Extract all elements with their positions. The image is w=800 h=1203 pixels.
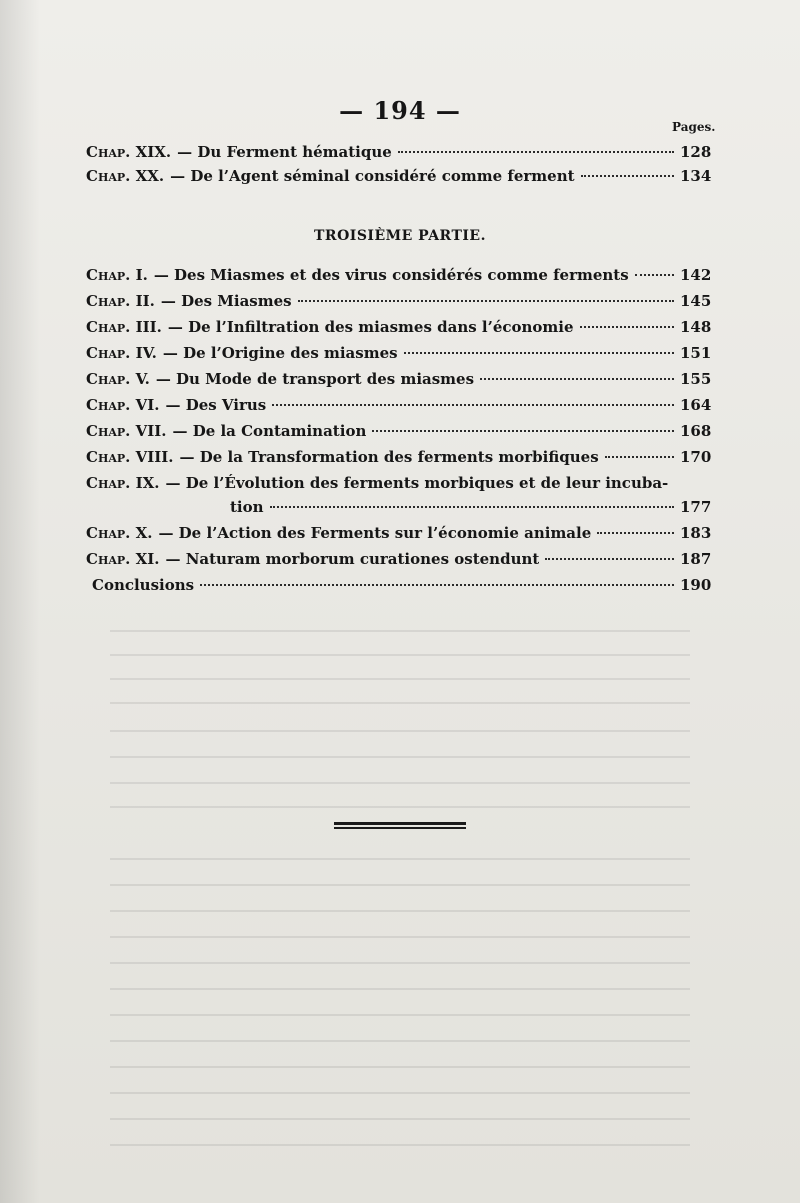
toc-entry bbox=[86, 266, 710, 290]
toc-entry bbox=[86, 344, 710, 368]
dot-leader bbox=[272, 404, 674, 406]
toc-entry bbox=[86, 422, 710, 446]
chapter-title: — Des Miasmes bbox=[160, 292, 292, 310]
page-ref: 151 bbox=[680, 344, 712, 362]
page-ref: 170 bbox=[680, 448, 712, 466]
toc-entry bbox=[86, 550, 710, 574]
dot-leader bbox=[480, 378, 674, 380]
chapter-title: tion bbox=[230, 498, 264, 516]
chapter-title: — De l’Origine des miasmes bbox=[162, 344, 398, 362]
page-number: — 194 — bbox=[339, 96, 461, 125]
toc-entry bbox=[86, 370, 710, 394]
chapter-title: — Des Miasmes et des virus considérés comme ferments bbox=[153, 266, 629, 284]
dot-leader bbox=[398, 151, 674, 153]
pages-column-label: Pages. bbox=[672, 120, 716, 134]
chapter-title: — Naturam morborum curationes ostendunt bbox=[165, 550, 540, 568]
chapter-number: Chap. XX. bbox=[86, 167, 165, 185]
page-ref: 187 bbox=[680, 550, 712, 568]
dot-leader bbox=[580, 326, 674, 328]
page-ref: 183 bbox=[680, 524, 712, 542]
toc-entry bbox=[86, 474, 710, 498]
section-heading: TROISIÈME PARTIE. bbox=[314, 228, 486, 244]
chapter-number: Chap. X. bbox=[86, 524, 153, 542]
toc-entry bbox=[86, 396, 710, 420]
chapter-number: Chap. VI. bbox=[86, 396, 160, 414]
double-rule-divider bbox=[334, 822, 466, 830]
page-ref: 142 bbox=[680, 266, 712, 284]
chapter-number: Chap. II. bbox=[86, 292, 155, 310]
chapter-number: Chap. VII. bbox=[86, 422, 167, 440]
chapter-title: — De l’Agent séminal considéré comme ferment bbox=[170, 167, 575, 185]
toc-entry bbox=[86, 576, 710, 600]
chapter-title: — De l’Infiltration des miasmes dans l’économie bbox=[167, 318, 574, 336]
chapter-title: — De l’Évolution des ferments morbiques et de leur incuba- bbox=[165, 474, 669, 492]
chapter-title: Conclusions bbox=[92, 576, 195, 594]
page-ref: 148 bbox=[680, 318, 712, 336]
dot-leader bbox=[635, 274, 674, 276]
chapter-number: Chap. VIII. bbox=[86, 448, 174, 466]
dot-leader bbox=[404, 352, 674, 354]
dot-leader bbox=[200, 584, 674, 586]
toc-entry bbox=[86, 318, 710, 342]
chapter-title: — Du Ferment hématique bbox=[177, 143, 392, 161]
page-ref: 190 bbox=[680, 576, 712, 594]
dot-leader bbox=[597, 532, 674, 534]
page-ref: 145 bbox=[680, 292, 712, 310]
chapter-number: Chap. XIX. bbox=[86, 143, 172, 161]
chapter-number: Chap. V. bbox=[86, 370, 150, 388]
dot-leader bbox=[270, 506, 674, 508]
dot-leader bbox=[605, 456, 674, 458]
page-ref: 168 bbox=[680, 422, 712, 440]
toc-entry bbox=[86, 448, 710, 472]
chapter-number: Chap. IV. bbox=[86, 344, 157, 362]
page-ref: 134 bbox=[680, 167, 712, 185]
dot-leader bbox=[372, 430, 674, 432]
toc-entry bbox=[86, 143, 710, 167]
page-ref: 164 bbox=[680, 396, 712, 414]
chapter-number: Chap. I. bbox=[86, 266, 148, 284]
chapter-number: Chap. III. bbox=[86, 318, 162, 336]
toc-entry bbox=[86, 524, 710, 548]
page-ref: 155 bbox=[680, 370, 712, 388]
chapter-title: — Des Virus bbox=[165, 396, 267, 414]
chapter-title: — De la Transformation des ferments morbifiques bbox=[179, 448, 599, 466]
dot-leader bbox=[545, 558, 674, 560]
dot-leader bbox=[581, 175, 674, 177]
chapter-title: — De l’Action des Ferments sur l’économie animale bbox=[158, 524, 592, 542]
spine-shadow bbox=[0, 0, 40, 1203]
chapter-title: — Du Mode de transport des miasmes bbox=[155, 370, 475, 388]
dot-leader bbox=[298, 300, 674, 302]
toc-entry bbox=[86, 292, 710, 316]
toc-entry-continuation bbox=[86, 498, 710, 522]
chapter-number: Chap. XI. bbox=[86, 550, 160, 568]
chapter-title: — De la Contamination bbox=[172, 422, 367, 440]
page-ref: 128 bbox=[680, 143, 712, 161]
chapter-number: Chap. IX. bbox=[86, 474, 160, 492]
toc-entry bbox=[86, 167, 710, 191]
page-ref: 177 bbox=[680, 498, 712, 516]
